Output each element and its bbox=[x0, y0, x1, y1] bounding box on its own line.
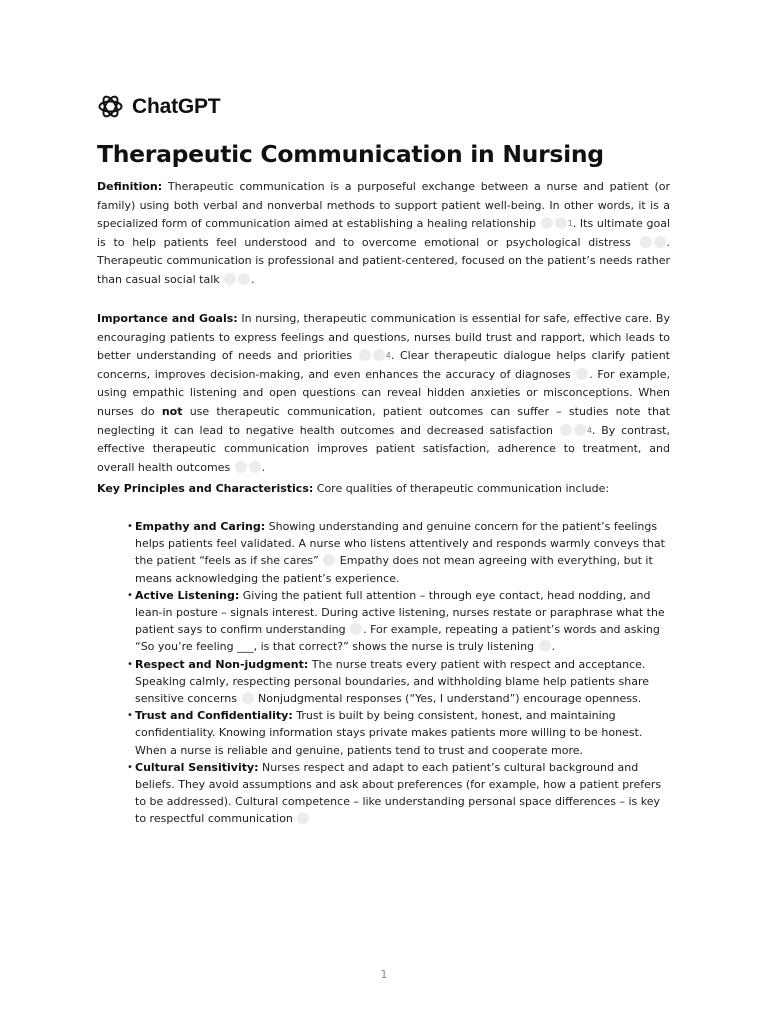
bullet-text: . For example, repeating a patient’s words and asking “So you’re feeling ___, is that correct?” shows the nurse is truly listening bbox=[135, 623, 660, 654]
page-number: 1 bbox=[380, 968, 388, 981]
citation-icon[interactable] bbox=[242, 692, 254, 704]
principles-list bbox=[127, 518, 672, 828]
openai-logo-icon bbox=[97, 93, 124, 120]
bullet-text: . bbox=[551, 640, 556, 654]
bullet-text: The nurse treats every patient with respect and acceptance. Speaking calmly, respecting personal boundaries, and withholding blame help patients share sensitive concerns bbox=[135, 657, 649, 706]
key-principles-label: Key Principles and Characteristics: bbox=[97, 482, 314, 495]
bullet-text: Showing understanding and genuine concern for the patient’s feelings helps patients feel validated. A nurse who listens attentively and responds warmly conveys that the patient “feels as if she cares” bbox=[135, 520, 665, 568]
citation-icon[interactable] bbox=[235, 461, 247, 473]
citation-icon[interactable] bbox=[323, 554, 335, 566]
bullet-text: Nonjudgmental responses (“Yes, I understand”) encourage openness. bbox=[254, 692, 642, 706]
importance-paragraph bbox=[97, 310, 670, 477]
citation-icon[interactable] bbox=[539, 640, 551, 652]
importance-label: Importance and Goals: bbox=[97, 312, 238, 325]
citation-icon[interactable] bbox=[373, 349, 385, 361]
citation-icon[interactable] bbox=[224, 273, 236, 285]
bullet-label: Active Listening: bbox=[135, 588, 240, 602]
citation-icon[interactable] bbox=[576, 368, 588, 380]
citation-icon[interactable] bbox=[350, 623, 362, 635]
importance-text: In nursing, therapeutic communication is essential for safe, effective care. By encouraging patients to express feelings and questions, nurses build trust and rapport, which leads to better understanding of needs and priorities bbox=[97, 312, 670, 363]
brand-name: ChatGPT bbox=[132, 94, 221, 118]
bullet-text: Empathy does not mean agreeing with everything, but it means acknowledging the patient’s experience. bbox=[135, 554, 653, 585]
list-item bbox=[127, 759, 672, 828]
bullet-text: Giving the patient full attention – through eye contact, head nodding, and lean-in posture – signals interest. During active listening, nurses restate or paraphrase what the patient says to confirm understanding bbox=[135, 588, 665, 637]
list-item bbox=[127, 518, 672, 587]
key-principles-intro bbox=[97, 482, 609, 495]
citation-icon[interactable] bbox=[574, 424, 586, 436]
emphasis-not: not bbox=[161, 404, 183, 418]
definition-text: . bbox=[251, 272, 255, 286]
brand-header bbox=[97, 93, 220, 120]
list-item bbox=[127, 587, 672, 656]
citation-icon[interactable] bbox=[560, 424, 572, 436]
citation-number: 4 bbox=[586, 425, 592, 435]
importance-text: . bbox=[261, 460, 266, 474]
citation-icon[interactable] bbox=[297, 812, 309, 824]
citation-icon[interactable] bbox=[654, 236, 666, 248]
bullet-text: Trust is built by being consistent, honest, and maintaining confidentiality. Knowing information stays private makes patients more willing to be honest. When a nurse is reliable and genuine, patients tend to trust and cooperate more. bbox=[135, 709, 643, 757]
importance-text: . For example, using empathic listening and open questions can reveal hidden anxieties or misconceptions. When nurses do bbox=[97, 367, 670, 418]
bullet-label: Trust and Confidentiality: bbox=[135, 709, 293, 723]
key-principles-text: Core qualities of therapeutic communication include: bbox=[313, 482, 610, 495]
list-item bbox=[127, 707, 672, 759]
importance-text: use therapeutic communication, patient outcomes can suffer – studies note that neglecting it can lead to negative health outcomes and decreased satisfaction bbox=[97, 404, 670, 437]
importance-text: . By contrast, effective therapeutic communication improves patient satisfaction, adherence to treatment, and overall health outcomes bbox=[97, 423, 670, 474]
citation-icon[interactable] bbox=[541, 217, 553, 229]
importance-text: . Clear therapeutic dialogue helps clarify patient concerns, improves decision-making, and even enhances the accuracy of diagnoses bbox=[97, 349, 670, 381]
definition-text: . Its ultimate goal is to help patients feel understood and to overcome emotional or psychological distress bbox=[97, 217, 671, 249]
citation-icon[interactable] bbox=[238, 273, 250, 285]
bullet-text: Nurses respect and adapt to each patient’s cultural background and beliefs. They avoid assumptions and ask about preferences (for example, how a patient prefers to be addressed). Cultural competence – like understanding personal space differences – is key to respectful communication bbox=[135, 760, 662, 826]
citation-number: 1 bbox=[567, 219, 573, 229]
bullet-label: Respect and Non-judgment: bbox=[135, 657, 309, 671]
definition-paragraph bbox=[97, 178, 670, 290]
bullet-label: Cultural Sensitivity: bbox=[135, 760, 259, 774]
document-title: Therapeutic Communication in Nursing bbox=[97, 140, 604, 168]
citation-icon[interactable] bbox=[359, 349, 371, 361]
citation-number: 4 bbox=[385, 351, 391, 361]
list-item bbox=[127, 656, 672, 708]
citation-icon[interactable] bbox=[640, 236, 652, 248]
bullet-label: Empathy and Caring: bbox=[135, 520, 266, 533]
definition-label: Definition: bbox=[97, 180, 163, 193]
definition-text: . Therapeutic communication is professional and patient-centered, focused on the patient’s needs rather than casual social talk bbox=[97, 235, 670, 286]
citation-icon[interactable] bbox=[249, 461, 261, 473]
citation-icon[interactable] bbox=[555, 217, 567, 229]
definition-text: Therapeutic communication is a purposeful exchange between a nurse and patient (or family) using both verbal and nonverbal methods to support patient well-being. In other words, it is a specialized form of communication aimed at establishing a healing relationship bbox=[97, 180, 670, 231]
